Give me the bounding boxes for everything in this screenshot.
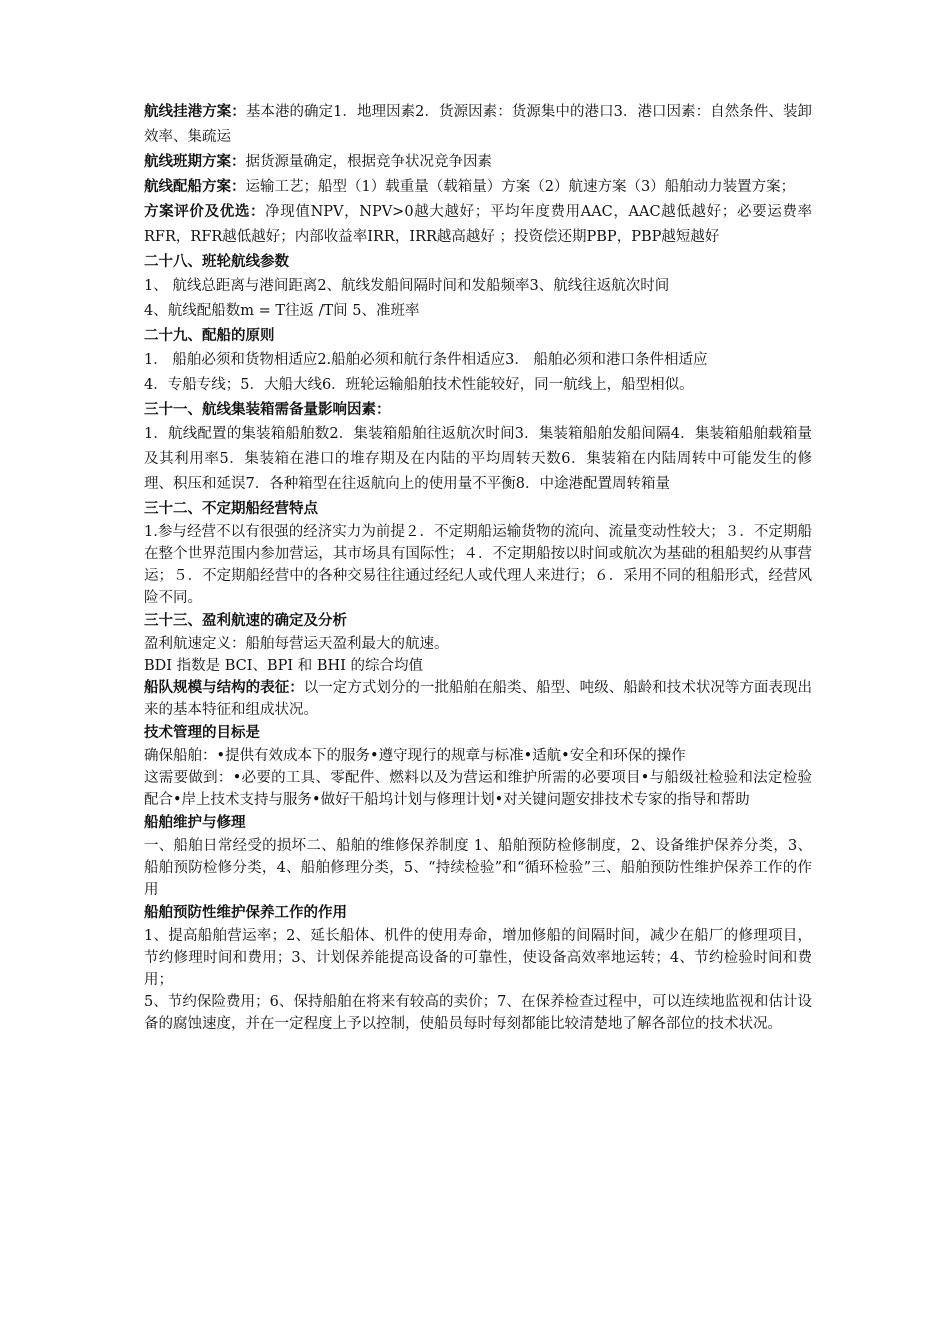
section-heading-maintenance: 船舶维护与修理 (144, 815, 246, 831)
term-text: 净现值NPV，NPV>0越大越好；平均年度费用AAC，AAC越低越好；必要运费率RFR，RFR越低越好；内部收益率IRR，IRR越高越好 ；投资偿还期PBP，PBP越短越好 (144, 204, 813, 245)
term-text: 运输工艺；船型（1）载重量（载箱量）方案（2）航速方案（3）船舶动力装置方案； (245, 179, 796, 195)
term-text: 基本港的确定1．地理因素2．货源因素：货源集中的港口3．港口因素：自然条件、装卸效率、集疏运 (144, 104, 812, 145)
paragraph-route-schedule (144, 150, 812, 175)
term-label: 船队规模与结构的表征： (144, 680, 304, 696)
section-heading-preventive: 船舶预防性维护保养工作的作用 (144, 905, 347, 921)
paragraph: 这需要做到：•必要的工具、零配件、燃料以及为营运和维护所需的必要项目•与船级社检验和法定检验配合•岸上技术支持与服务•做好干船坞计划与修理计划•对关键问题安排技术专家的指导和帮助 (144, 770, 812, 808)
paragraph: 一、船舶日常经受的损坏二、船舶的维修保养制度 1、船舶预防检修制度，2、设备维护保养分类，3、船舶预防检修分类，4、船舶修理分类，5、“持续检验”和“循环检验”三、船舶预防性维护保养工作的作用 (144, 838, 812, 898)
paragraph: 1、 航线总距离与港间距离2、航线发船间隔时间和发船频率3、航线往返航次时间 (144, 278, 670, 294)
section-heading-29: 二十九、配船的原则 (144, 328, 275, 344)
term-text: 据货源量确定，根据竞争状况竞争因素 (245, 154, 492, 170)
section-heading-tech-management: 技术管理的目标是 (144, 725, 260, 741)
term-label: 航线挂港方案： (144, 104, 246, 120)
paragraph: 盈利航速定义：船舶每营运天盈利最大的航速。 (144, 636, 449, 652)
paragraph: 4、航线配船数m = T往返 /T间 5、准班率 (144, 303, 420, 319)
paragraph: BDI 指数是 BCI、BPI 和 BHI 的综合均值 (144, 658, 423, 674)
paragraph-fleet (144, 677, 812, 721)
section-heading-31: 三十一、航线集装箱需备量影响因素： (144, 402, 391, 418)
paragraph: 1、提高船舶营运率；2、延长船体、机件的使用寿命，增加修船的间隔时间，减少在船厂的修理项目，节约修理时间和费用；3、计划保养能提高设备的可靠性，使设备高效率地运转；4、节约检验时间和费用； (144, 928, 812, 988)
paragraph: 1.参与经营不以有很强的经济实力为前提２．不定期船运输货物的流向、流量变动性较大；３．不定期船在整个世界范围内参加营运，其市场具有国际性；４．不定期船按以时间或航次为基础的租船契约从事营运；５．不定期船经营中的各种交易往往通过经纪人或代理人来进行；６．采用不同的租船形式，经营风险不同。 (144, 524, 812, 606)
term-label: 航线配船方案： (144, 179, 246, 195)
paragraph: 5、节约保险费用；6、保持船舶在将来有较高的卖价；7、在保养检查过程中，可以连续地监视和估计设备的腐蚀速度，并在一定程度上予以控制，使船员每时每刻都能比较清楚地了解各部位的技术状况。 (144, 994, 812, 1032)
term-label: 方案评价及优选： (144, 204, 266, 220)
paragraph-route-ships (144, 175, 812, 200)
paragraph: 1． 船舶必须和货物相适应2.船舶必须和航行条件相适应3． 船舶必须和港口条件相适应 (144, 352, 708, 368)
term-label: 航线班期方案： (144, 154, 246, 170)
paragraph-evaluation (144, 200, 812, 250)
paragraph-route-ports (144, 100, 812, 150)
paragraph: 1．航线配置的集装箱船舶数2．集装箱船舶往返航次时间3．集装箱船舶发船间隔4．集装箱船舶载箱量及其利用率5．集装箱在港口的堆存期及在内陆的平均周转天数6．集装箱在内陆周转中可能发生的修理、积压和延误7．各种箱型在往返航向上的使用量不平衡8．中途港配置周转箱量 (144, 426, 812, 492)
section-heading-28: 二十八、班轮航线参数 (144, 254, 289, 270)
section-heading-32: 三十二、不定期船经营特点 (144, 501, 318, 517)
section-heading-33: 三十三、盈利航速的确定及分析 (144, 613, 347, 629)
term-text: 以一定方式划分的一批船舶在船类、船型、吨级、船龄和技术状况等方面表现出来的基本特征和组成状况。 (144, 680, 813, 718)
paragraph: 确保船舶：•提供有效成本下的服务•遵守现行的规章与标准•适航•安全和环保的操作 (144, 748, 686, 764)
document-body (144, 100, 812, 1035)
paragraph: 4．专船专线；5．大船大线6．班轮运输船舶技术性能较好，同一航线上，船型相似。 (144, 377, 694, 393)
